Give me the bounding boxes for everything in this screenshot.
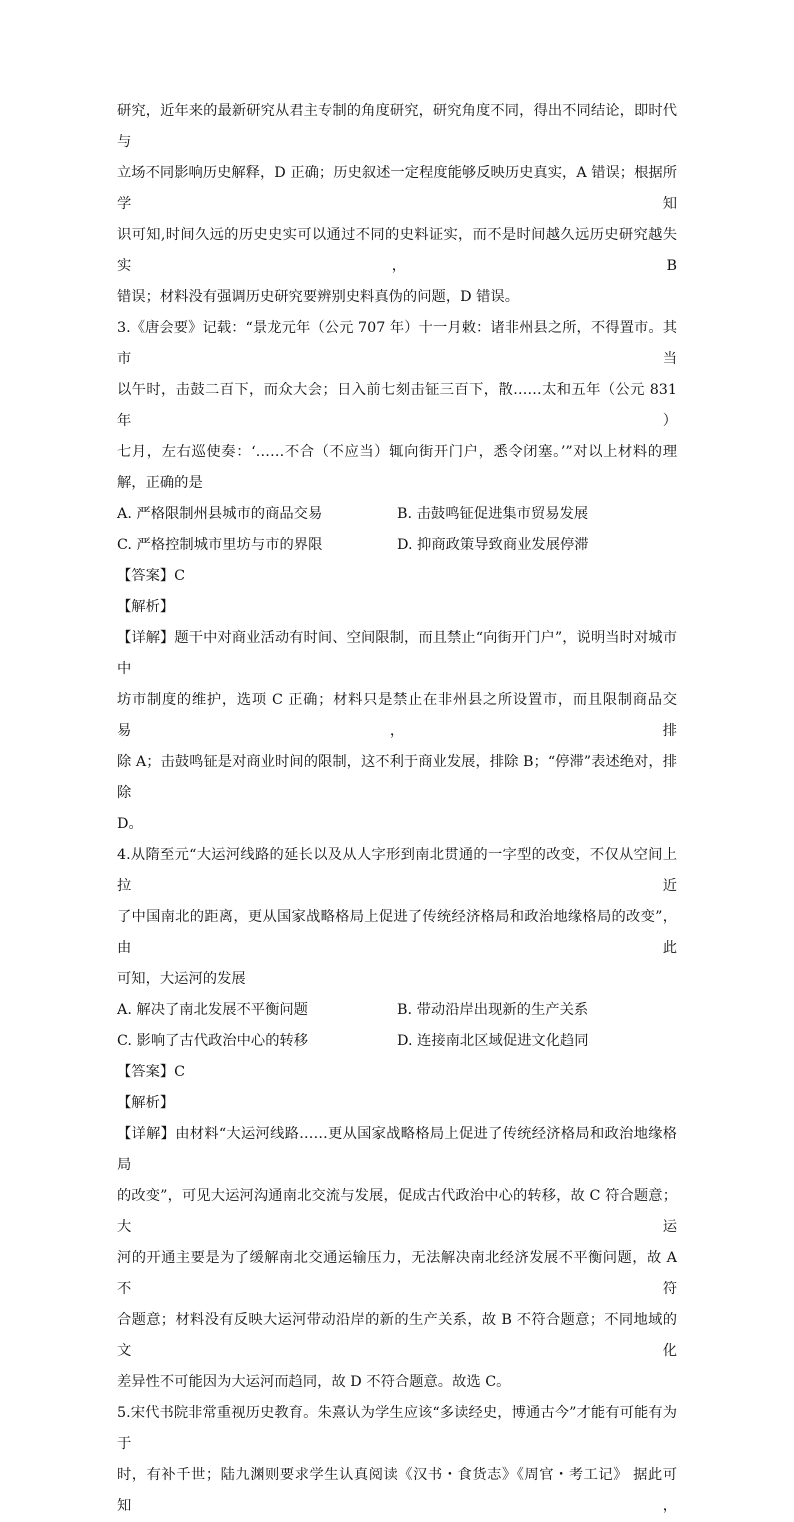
- option-b: B. 击鼓鸣钲促进集市贸易发展: [397, 506, 589, 522]
- detail-line: D。: [117, 816, 143, 832]
- option-c: C. 严格控制城市里坊与市的界限: [117, 537, 323, 553]
- text-line: 识可知,时间久远的历史史实可以通过不同的史料证实，而不是时间越久远历史研究越失实，B: [117, 227, 677, 274]
- question-stem-line: 5.宋代书院非常重视历史教育。朱熹认为学生应该“多读经史，博通古今”才能有可能有为于: [117, 1405, 677, 1452]
- text-line: 立场不同影响历史解释，D 正确；历史叙述一定程度能够反映历史真实，A 错误；根据所学知: [117, 165, 677, 212]
- option-row: [117, 995, 677, 1026]
- detail-line: 差异性不可能因为大运河而趋同，故 D 不符合题意。故选 C。: [117, 1374, 511, 1390]
- answer-label: 【答案】C: [117, 568, 186, 584]
- option-row: [117, 530, 677, 561]
- detail-line: 合题意；材料没有反映大运河带动沿岸的新的生产关系，故 B 不符合题意；不同地域的文化: [117, 1312, 677, 1359]
- question-stem-line: 七月，左右巡使奏：‘……不合（不应当）辄向街开门户，悉令闭塞。’”对以上材料的理: [117, 444, 677, 460]
- option-a: A. 严格限制州县城市的商品交易: [117, 506, 323, 522]
- detail-line: 【详解】由材料“大运河线路……更从国家战略格局上促进了传统经济格局和政治地缘格局: [117, 1126, 677, 1173]
- document-page: [117, 96, 677, 1522]
- detail-line: 除 A；击鼓鸣钲是对商业时间的限制，这不利于商业发展，排除 B；“停滞”表述绝对，排除: [117, 754, 677, 801]
- analysis-label: 【解析】: [117, 599, 175, 615]
- detail-line: 的改变”，可见大运河沟通南北交流与发展，促成古代政治中心的转移，故 C 符合题意；大运: [117, 1188, 677, 1235]
- question-5: [117, 1398, 677, 1522]
- question-stem-line: 4.从隋至元“大运河线路的延长以及从人字形到南北贯通的一字型的改变，不仅从空间上拉近: [117, 847, 677, 894]
- option-row: [117, 499, 677, 530]
- option-d: D. 连接南北区域促进文化趋同: [397, 1033, 589, 1049]
- previous-explanation: [117, 96, 677, 313]
- option-d: D. 抑商政策导致商业发展停滞: [397, 537, 589, 553]
- question-4: [117, 840, 677, 1398]
- option-a: A. 解决了南北发展不平衡问题: [117, 1002, 308, 1018]
- option-b: B. 带动沿岸出现新的生产关系: [397, 1002, 589, 1018]
- answer-label: 【答案】C: [117, 1064, 186, 1080]
- text-line: 错误；材料没有强调历史研究要辨别史料真伪的问题，D 错误。: [117, 289, 520, 305]
- detail-line: 【详解】题干中对商业活动有时间、空间限制，而且禁止“向街开门户”，说明当时对城市中: [117, 630, 677, 677]
- detail-line: 坊市制度的维护，选项 C 正确；材料只是禁止在非州县之所设置市，而且限制商品交易，排: [117, 692, 677, 739]
- question-stem-line: 3.《唐会要》记载：“景龙元年（公元 707 年）十一月敕：诸非州县之所，不得置市。其市当: [117, 320, 677, 367]
- question-stem-line: 时，有补千世；陆九渊则要求学生认真阅读《汉书・食货志》《周官・考工记》 据此可知，: [117, 1467, 677, 1514]
- option-c: C. 影响了古代政治中心的转移: [117, 1033, 309, 1049]
- question-stem-line: 可知，大运河的发展: [117, 971, 246, 987]
- question-stem-line: 了中国南北的距离，更从国家战略格局上促进了传统经济格局和政治地缘格局的改变”，由此: [117, 909, 677, 956]
- text-line: 研究，近年来的最新研究从君主专制的角度研究，研究角度不同，得出不同结论，即时代与: [117, 103, 677, 150]
- question-stem-line: 以午时，击鼓二百下，而众大会；日入前七刻击钲三百下，散……太和五年（公元 831 年）: [117, 382, 677, 429]
- detail-line: 河的开通主要是为了缓解南北交通运输压力，无法解决南北经济发展不平衡问题，故 A 不符: [117, 1250, 677, 1297]
- question-3: [117, 313, 677, 840]
- analysis-label: 【解析】: [117, 1095, 175, 1111]
- question-stem-line: 解，正确的是: [117, 475, 203, 491]
- option-row: [117, 1026, 677, 1057]
